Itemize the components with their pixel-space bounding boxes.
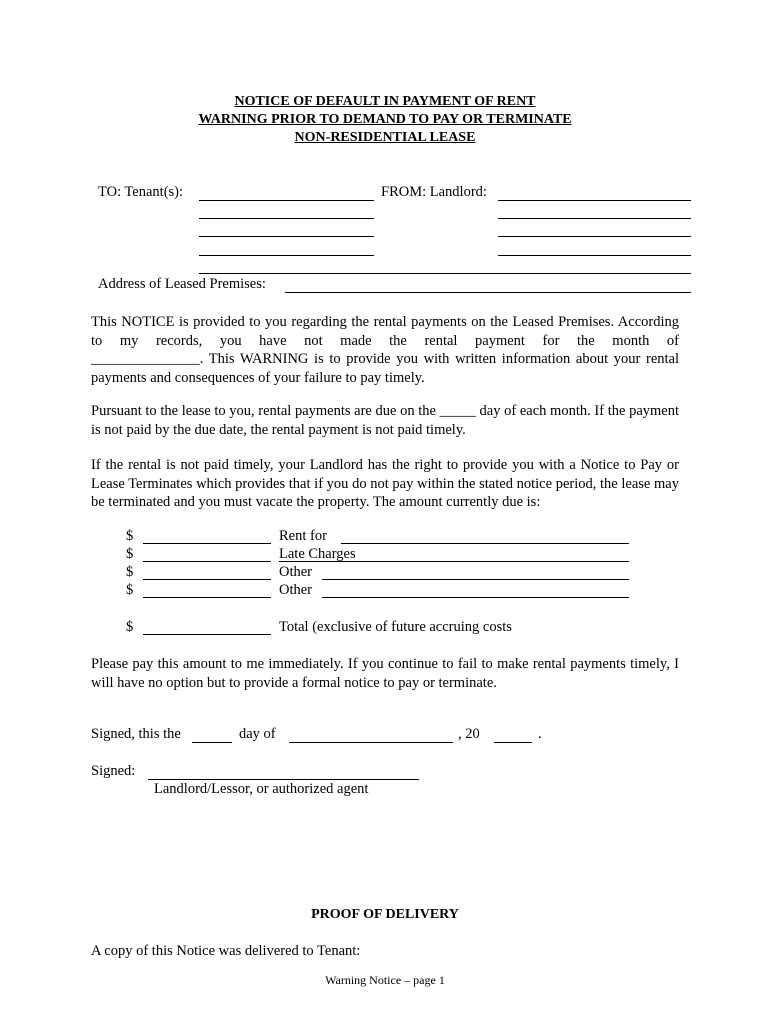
tenant-line-3[interactable]: [199, 236, 374, 237]
landlord-line-2[interactable]: [498, 218, 691, 219]
signed-label: Signed:: [91, 763, 136, 779]
date-period: .: [538, 726, 542, 742]
currency-symbol: $: [126, 528, 134, 544]
tenant-label: TO: Tenant(s):: [98, 184, 184, 200]
paragraph-1a: This NOTICE is provided to you regarding the rental payments on the Leased Premises. According to my records, you have not made the rental payment for the month of: [91, 314, 679, 349]
amount-label-rent: Rent for: [279, 528, 327, 544]
currency-symbol: $: [126, 564, 134, 580]
rent-for-line[interactable]: [341, 543, 629, 544]
year-prefix: , 20: [458, 726, 480, 742]
proof-copy-text: A copy of this Notice was delivered to Tenant:: [91, 943, 361, 959]
premises-address-line[interactable]: [285, 292, 691, 293]
amount-line-other-1[interactable]: [143, 579, 271, 580]
landlord-line-4[interactable]: [498, 255, 691, 256]
title-line-1: NOTICE OF DEFAULT IN PAYMENT OF RENT: [234, 94, 536, 109]
currency-symbol: $: [126, 619, 134, 635]
page-footer: Warning Notice – page 1: [325, 973, 445, 987]
landlord-line-1[interactable]: [498, 200, 691, 201]
proof-heading: PROOF OF DELIVERY: [311, 907, 459, 922]
signed-month-line[interactable]: [289, 742, 453, 743]
signed-this-label: Signed, this the: [91, 726, 181, 742]
signed-day-line[interactable]: [192, 742, 232, 743]
day-of-label: day of: [239, 726, 276, 742]
title-line-2: WARNING PRIOR TO DEMAND TO PAY OR TERMINATE: [198, 112, 572, 127]
address-label: Address of Leased Premises:: [98, 276, 266, 292]
total-label: Total (exclusive of future accruing costs: [279, 619, 512, 635]
amount-label-other-2: Other: [279, 582, 313, 598]
signed-year-line[interactable]: [494, 742, 532, 743]
tenant-line-2[interactable]: [199, 218, 374, 219]
signer-caption: Landlord/Lessor, or authorized agent: [154, 781, 369, 797]
paragraph-3: If the rental is not paid timely, your Landlord has the right to provide you with a Notice to Pay or Lease Terminates which provides that if you do not pay within the stated notice period, the lease may be terminated and you must vacate the property. The amount currently due is:: [91, 457, 679, 510]
other-line-1[interactable]: [322, 579, 629, 580]
paragraph-1b: _______________. This WARNING is to provide you with written information about your rental payments and consequences of your failure to pay timely.: [91, 351, 679, 386]
tenant-line-4[interactable]: [199, 255, 374, 256]
currency-symbol: $: [126, 546, 134, 562]
title-line-3: NON-RESIDENTIAL LEASE: [294, 130, 476, 145]
premises-line-1[interactable]: [199, 273, 691, 274]
amount-label-late: Late Charges: [279, 546, 356, 562]
amount-line-total[interactable]: [143, 634, 271, 635]
landlord-label: FROM: Landlord:: [381, 184, 487, 200]
currency-symbol: $: [126, 582, 134, 598]
amount-line-other-2[interactable]: [143, 597, 271, 598]
amount-line-late[interactable]: [143, 561, 271, 562]
amount-line-rent[interactable]: [143, 543, 271, 544]
tenant-line-1[interactable]: [199, 200, 374, 201]
signature-line[interactable]: [148, 779, 419, 780]
paragraph-4: Please pay this amount to me immediately. If you continue to fail to make rental payments timely, I will have no option but to provide a formal notice to pay or terminate.: [91, 656, 679, 691]
paragraph-2: Pursuant to the lease to you, rental payments are due on the _____ day of each month. If the payment is not paid by the due date, the rental payment is not paid timely.: [91, 403, 679, 438]
landlord-line-3[interactable]: [498, 236, 691, 237]
other-line-2[interactable]: [322, 597, 629, 598]
amount-label-other-1: Other: [279, 564, 313, 580]
late-charges-line[interactable]: [279, 561, 629, 562]
